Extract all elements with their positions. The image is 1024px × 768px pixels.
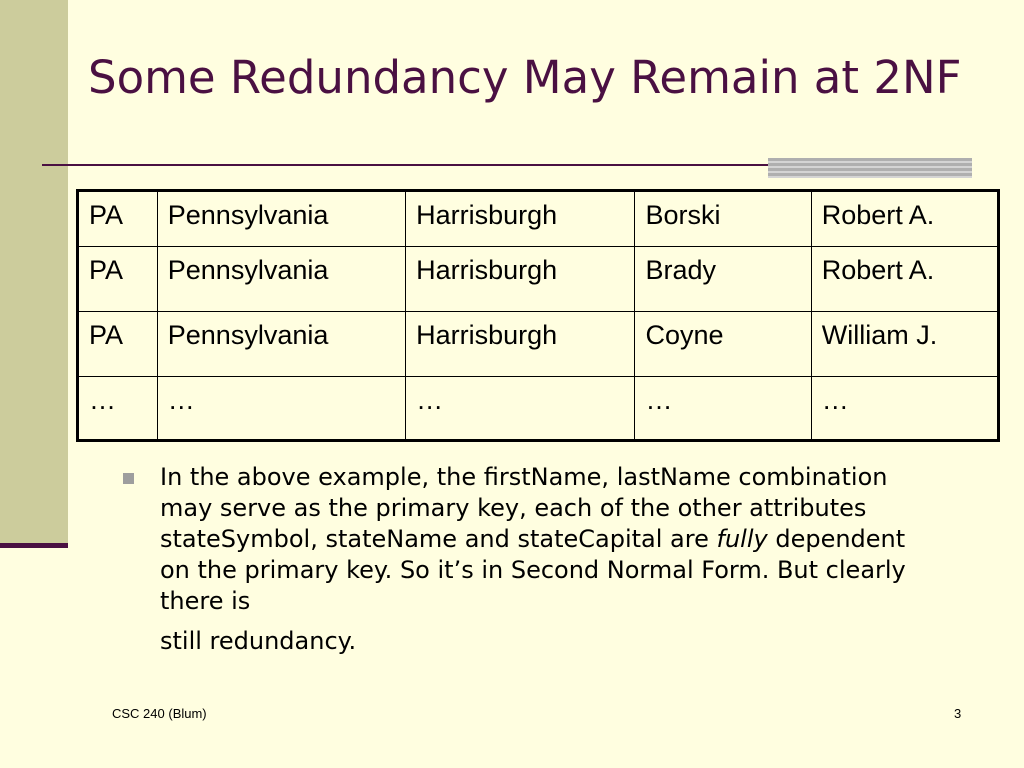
left-decor-band — [0, 0, 68, 548]
table-cell: Harrisburgh — [406, 312, 635, 377]
table-cell: … — [78, 377, 158, 441]
table-row — [78, 312, 999, 377]
table-cell: … — [635, 377, 811, 441]
table-row — [78, 377, 999, 441]
left-decor-rule — [0, 543, 68, 548]
table-cell: … — [157, 377, 405, 441]
table-cell: Robert A. — [811, 191, 998, 247]
table-cell: Harrisburgh — [406, 191, 635, 247]
bullet-square-icon — [123, 473, 134, 484]
data-table — [76, 189, 1000, 442]
table-row — [78, 247, 999, 312]
table-cell: Brady — [635, 247, 811, 312]
slide-title: Some Redundancy May Remain at 2NF — [88, 51, 962, 104]
table-cell: William J. — [811, 312, 998, 377]
table-cell: Pennsylvania — [157, 312, 405, 377]
table-cell: … — [811, 377, 998, 441]
footer-course-label: CSC 240 (Blum) — [112, 706, 207, 721]
table-cell: Coyne — [635, 312, 811, 377]
table-cell: PA — [78, 191, 158, 247]
table-cell: Robert A. — [811, 247, 998, 312]
table-cell: Borski — [635, 191, 811, 247]
table-cell: PA — [78, 247, 158, 312]
table-cell: PA — [78, 312, 158, 377]
table-cell: … — [406, 377, 635, 441]
bullet-text-part1: In the above example, the firstName, lastName combination may serve as the primary key, each of the other attributes stateSymbol, stateName and stateCapital are — [160, 463, 888, 553]
bullet-text-emphasis: fully — [716, 525, 768, 553]
table-cell: Pennsylvania — [157, 247, 405, 312]
title-decor-bar — [768, 158, 972, 178]
title-underline — [42, 164, 777, 166]
footer-page-number: 3 — [954, 706, 962, 721]
table-cell: Harrisburgh — [406, 247, 635, 312]
bullet-text — [160, 462, 940, 657]
table-cell: Pennsylvania — [157, 191, 405, 247]
table-row — [78, 191, 999, 247]
bullet-text-part3: still redundancy. — [160, 627, 357, 655]
bullet-text-part2: dependent on the primary key. So it’s in Second Normal Form. But clearly there is — [160, 525, 906, 615]
